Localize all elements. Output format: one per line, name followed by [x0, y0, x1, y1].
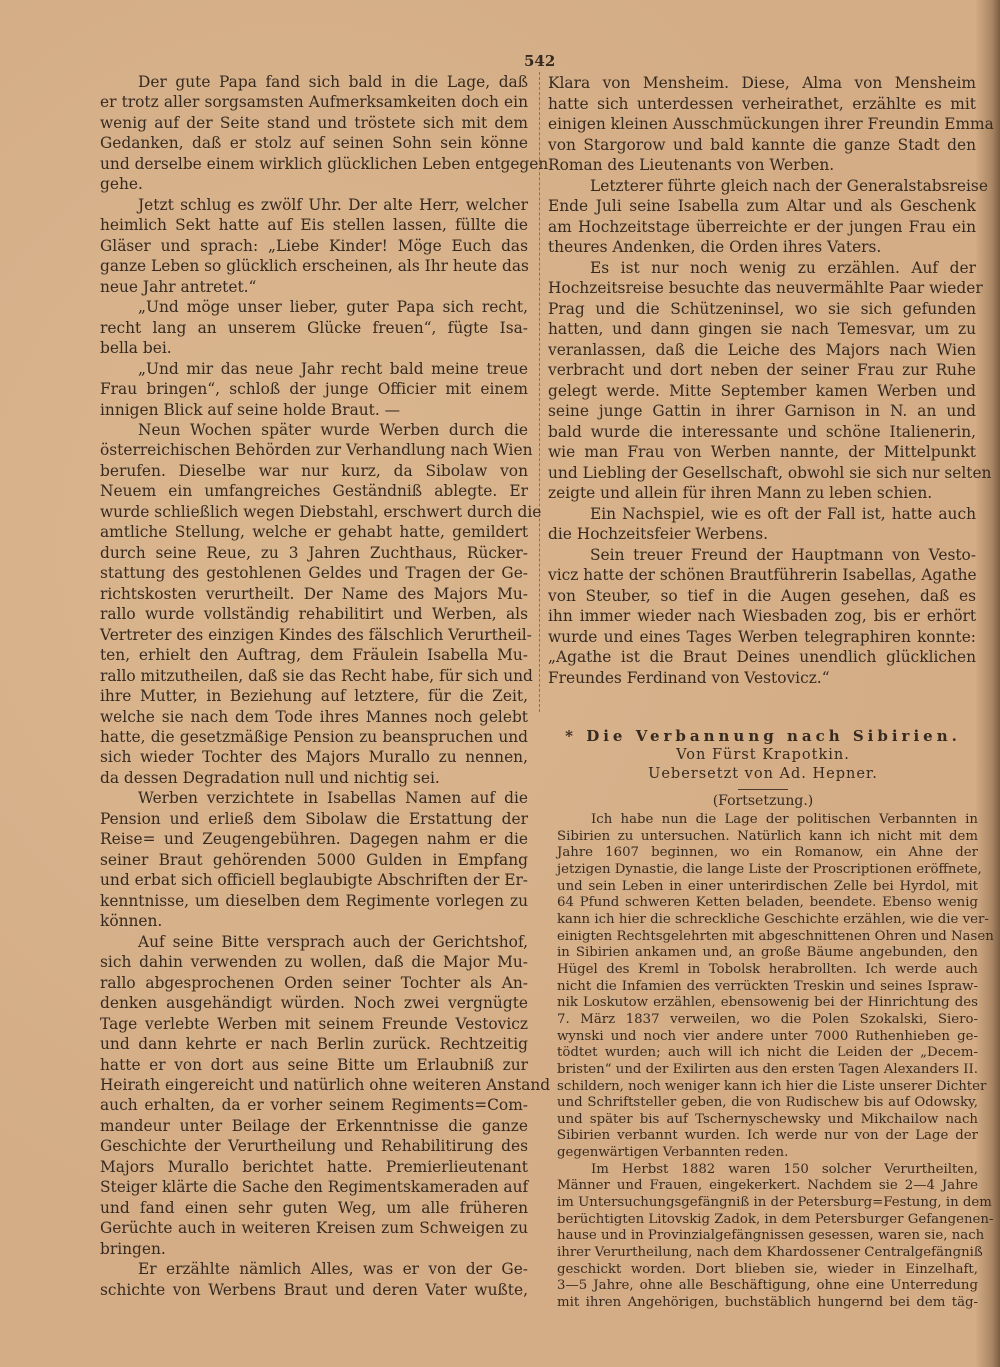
text-line: schichte von Werbens Braut und deren Vater wußte,: [100, 1280, 528, 1299]
text-line: gehe.: [100, 175, 143, 194]
text-line: durch seine Reue, zu 3 Jahren Zuchthaus, Rücker-: [100, 543, 528, 562]
text-line: Es ist nur noch wenig zu erzählen. Auf der: [590, 258, 976, 277]
text-line: bella bei.: [100, 339, 172, 358]
text-line: rallo mitzutheilen, daß sie das Recht habe, für sich und: [100, 666, 533, 685]
text-line: Prag und die Schützeninsel, wo sie sich gefunden: [548, 299, 976, 318]
text-line: und sein Leben in einer unterirdischen Zelle bei Hyrdol, mit: [557, 878, 978, 894]
left-column-text: [100, 72, 551, 1300]
text-line: Vertreter des einzigen Kindes des fälschlich Verurtheil-: [100, 625, 532, 644]
text-line: und Schriftsteller geben, die von Rudischew bis auf Odowsky,: [557, 1095, 978, 1111]
text-line: Gerüchte auch in weiteren Kreisen zum Schweigen zu: [100, 1219, 528, 1238]
text-line: ihn immer wieder nach Wiesbaden zog, bis er erhört: [548, 607, 976, 625]
text-line: Frau bringen“, schloß der junge Officier mit einem: [100, 380, 528, 399]
text-line: die Hochzeitsfeier Werbens.: [548, 525, 768, 543]
text-line: hatten, und dann gingen sie nach Temesvar, um zu: [548, 320, 976, 338]
paragraph: [100, 297, 528, 358]
text-line: berüchtigten Litovskig Zadok, in dem Petersburger Gefangenen-: [557, 1211, 994, 1227]
text-line: verbracht und dort neben der seiner Frau zur Ruhe: [548, 361, 976, 379]
text-line: hatte sich unterdessen verheirathet, erzählte es mit: [548, 94, 976, 113]
text-line: ihrer Verurtheilung, nach dem Khardossener Centralgefängniß: [557, 1245, 983, 1261]
text-line: denken ausgehändigt würden. Noch zwei vergnügte: [100, 994, 528, 1013]
text-line: Roman des Lieutenants von Werben.: [548, 156, 835, 174]
text-line: recht lang an unserem Glücke freuen“, fügte Isa-: [100, 318, 528, 337]
text-line: am Hochzeitstage überreichte er der jungen Frau ein: [548, 217, 976, 236]
text-line: vicz hatte der schönen Brautführerin Isabellas, Agathe: [548, 566, 977, 584]
text-line: zeigte und allein für ihren Mann zu leben schien.: [548, 484, 933, 502]
text-line: „Und möge unser lieber, guter Papa sich recht,: [138, 298, 528, 317]
continuation-note: (Fortsetzung.): [712, 793, 814, 809]
text-line: rallo abgesprochenen Orden seiner Tochter als An-: [100, 973, 528, 992]
text-line: und erbat sich officiell beglaubigte Abschriften der Er-: [100, 871, 528, 890]
text-line: Im Herbst 1882 waren 150 solcher Verurtheilten,: [591, 1161, 978, 1177]
text-line: heimlich Sekt hatte auf Eis stellen lassen, füllte die: [100, 216, 528, 235]
text-line: und derselbe einem wirklich glücklichen Leben entgegen: [100, 154, 549, 173]
text-line: von Stargorow und bald kannte die ganze Stadt den: [548, 135, 976, 154]
paragraph: [557, 812, 994, 1162]
text-line: wynski und noch vier andere unter 7000 Ruthenhieben ge-: [557, 1028, 978, 1044]
text-line: und später bis auf Tschernyschewsky und Mikchailow nach: [557, 1111, 978, 1127]
text-line: Der gute Papa fand sich bald in die Lage, daß: [138, 73, 528, 91]
text-line: hatte, die gesetzmäßige Pension zu beanspruchen und: [100, 728, 528, 746]
text-line: seiner Braut gehörenden 5000 Gulden in Empfang: [100, 850, 528, 869]
text-line: im Untersuchungsgefängniß in der Petersburg=Festung, in dem: [557, 1195, 992, 1211]
paragraph: [100, 72, 549, 195]
text-line: Ein Nachspiel, wie es oft der Fall ist, hatte auch: [590, 504, 976, 523]
text-line: kann ich hier die schreckliche Geschichte erzählen, wie die ver-: [557, 911, 989, 927]
text-line: nicht die Infamien des verrückten Treskin und seines Ispraw-: [557, 978, 978, 994]
text-line: und dann kehrte er nach Berlin zurück. Rechtzeitig: [100, 1035, 528, 1054]
text-line: kenntnisse, um dieselben dem Regimente vorlegen zu: [100, 891, 528, 910]
paragraph: [548, 176, 988, 258]
text-line: Geschichte der Verurtheilung und Rehabilitirung des: [100, 1137, 528, 1156]
text-line: 64 Pfund schweren Ketten beladen, beendete. Ebenso wenig: [557, 895, 978, 911]
text-line: bristen“ und der Exilirten aus den ersten Tagen Alexanders II.: [557, 1061, 978, 1077]
text-line: können.: [100, 912, 163, 931]
text-line: ganze Leben so glücklich erscheinen, als Ihr heute das: [100, 257, 529, 276]
text-line: bald wurde die interessante und schöne Italienerin,: [548, 422, 976, 441]
text-line: er trotz aller sorgsamsten Aufmerksamkeiten doch ein: [100, 93, 528, 112]
article-title: * Die Verbannung nach Sibirien.: [565, 727, 961, 745]
text-line: mandeur unter Beilage der Erkenntnisse die ganze: [100, 1116, 528, 1135]
text-line: innigen Blick auf seine holde Braut. —: [100, 400, 401, 419]
text-line: geschickt worden. Dort blieben sie, wieder in Einzelhaft,: [557, 1261, 978, 1277]
text-line: einigten Rechtsgelehrten mit abgeschnittenen Ohren und Nasen: [557, 928, 994, 944]
text-line: Pension und erließ dem Sibolaw die Erstattung der: [100, 809, 528, 828]
header-rule: [738, 789, 788, 790]
text-line: 7. März 1837 verweilen, wo die Polen Szokalski, Siero-: [557, 1011, 978, 1027]
text-line: Klara von Mensheim. Diese, Alma von Mensheim: [548, 74, 976, 92]
text-line: ten, erhielt den Auftrag, dem Fräulein Isabella Mu-: [100, 646, 528, 665]
article-header: [548, 726, 978, 809]
text-line: jetzigen Dynastie, die lange Liste der Proscriptionen eröffnete,: [557, 861, 982, 877]
text-line: Letzterer führte gleich nach der Generalstabsreise: [590, 176, 988, 195]
text-line: tödtet wurden; auch will ich nicht die Leiden der „Decem-: [557, 1045, 978, 1061]
text-line: Werben verzichtete in Isabellas Namen auf die: [138, 789, 528, 808]
text-line: 3—5 Jahre, ohne alle Beschäftigung, ohne eine Unterredung: [557, 1278, 978, 1294]
text-line: ihre Mutter, in Beziehung auf letztere, für die Zeit,: [100, 687, 528, 706]
text-line: richtskosten verurtheilt. Der Name des Majors Mu-: [100, 584, 528, 603]
text-line: Hochzeitsreise besuchte das neuvermählte Paar wieder: [548, 279, 983, 297]
text-line: Auf seine Bitte versprach auch der Gerichtshof,: [138, 932, 528, 951]
paragraph: [548, 504, 976, 545]
text-line: Jetzt schlug es zwölf Uhr. Der alte Herr, welcher: [138, 195, 528, 214]
right-column-text: [548, 73, 994, 688]
text-line: Jahre 1607 beginnen, wo ein Romanow, ein Ahne der: [557, 845, 978, 861]
text-line: sich wieder Tochter des Majors Murallo zu nennen,: [100, 748, 528, 767]
text-line: hatte er von dort aus seine Bitte um Erlaubniß zur: [100, 1055, 528, 1074]
paragraph: [100, 359, 528, 420]
text-line: bringen.: [100, 1239, 166, 1258]
text-line: und Liebling der Gesellschaft, obwohl sie sich nur selten: [548, 463, 992, 482]
text-line: mit ihren Angehörigen, buchstäblich hungernd bei dem täg-: [557, 1295, 978, 1311]
text-line: veranlassen, daß die Leiche des Majors nach Wien: [548, 340, 976, 359]
text-line: wurde schließlich wegen Diebstahl, erschwert durch die: [100, 502, 542, 521]
text-line: berufen. Dieselbe war nur kurz, da Sibolaw von: [100, 461, 528, 480]
text-line: sich dahin verwenden zu wollen, daß die Major Mu-: [100, 953, 528, 972]
text-line: amtliche Stellung, welche er gehabt hatte, gemildert: [100, 523, 528, 542]
text-line: welche sie nach dem Tode ihres Mannes noch gelebt: [100, 707, 528, 726]
paragraph: [548, 258, 992, 504]
text-line: gelegt werde. Mitte September kamen Werben und: [548, 381, 976, 400]
text-line: „Agathe ist die Braut Deines unendlich glücklichen: [548, 648, 976, 666]
text-line: wie man Frau von Werben nannte, der Mittelpunkt: [548, 443, 976, 461]
text-line: und fand einen sehr guten Weg, um alle früheren: [100, 1198, 528, 1217]
article-author: Von Fürst Krapotkin.: [676, 747, 850, 763]
text-line: Er erzählte nämlich Alles, was er von der Ge-: [138, 1260, 528, 1279]
paragraph: [100, 1259, 528, 1300]
text-line: schildern, noch weniger kann ich hier die Liste unserer Dichter: [557, 1078, 987, 1094]
text-line: Heirath eingereicht und natürlich ohne weiteren Anstand: [100, 1075, 551, 1094]
text-line: stattung des gestohlenen Geldes und Tragen der Ge-: [100, 564, 528, 583]
text-line: neue Jahr antretet.“: [100, 277, 257, 296]
text-line: Ich habe nun die Lage der politischen Verbannten in: [591, 812, 978, 827]
text-line: rallo wurde vollständig rehabilitirt und Werben, als: [100, 605, 528, 624]
text-line: seine junge Gattin in ihrer Garnison in N. an und: [548, 402, 976, 420]
paragraph: [557, 1161, 994, 1312]
text-line: wurde und eines Tages Werben telegraphiren konnte:: [548, 627, 976, 646]
paragraph: [100, 788, 528, 931]
text-line: Gedanken, daß er stolz auf seinen Sohn sein könne: [100, 134, 528, 153]
text-line: Reise= und Zeugengebühren. Dagegen nahm er die: [100, 830, 528, 849]
text-line: von Steuber, so tief in die Augen gesehen, daß es: [548, 586, 976, 605]
text-line: hause und in Provinzialgefängnissen gesessen, waren sie, nach: [557, 1228, 985, 1244]
text-line: nik Loskutow erzählen, ebensowenig bei der Hinrichtung des: [557, 995, 978, 1011]
text-line: gegenwärtigen Verbannten reden.: [557, 1145, 789, 1161]
text-line: Männer und Frauen, eingekerkert. Nachdem sie 2—4 Jahre: [557, 1178, 978, 1194]
paragraph: [100, 195, 528, 297]
text-line: wenig auf der Seite stand und tröstete sich mit dem: [100, 113, 528, 132]
article-translator: Uebersetzt von Ad. Hepner.: [648, 766, 878, 782]
text-line: da dessen Degradation null und nichtig sei.: [100, 768, 440, 787]
text-line: Sibirien verbannt wurden. Ich werde nur von der Lage der: [557, 1128, 978, 1144]
paragraph: [548, 545, 976, 689]
text-line: Ende Juli seine Isabella zum Altar und als Geschenk: [548, 197, 976, 215]
text-line: Tage verlebte Werben mit seinem Freunde Vestovicz: [100, 1014, 528, 1033]
text-line: auch erhalten, da er vorher seinem Regiments=Com-: [100, 1096, 528, 1115]
text-line: Neun Wochen später wurde Werben durch die: [138, 420, 528, 439]
paragraph: [100, 932, 551, 1260]
text-line: Freundes Ferdinand von Vestovicz.“: [548, 668, 830, 687]
page-number: 542: [524, 52, 556, 70]
paragraph: [100, 420, 542, 788]
text-line: Sein treuer Freund der Hauptmann von Vesto-: [590, 545, 976, 564]
paragraph: [548, 73, 994, 176]
text-line: „Und mir das neue Jahr recht bald meine treue: [138, 359, 528, 378]
text-line: theures Andenken, die Orden ihres Vaters.: [548, 238, 882, 256]
text-line: österreichischen Behörden zur Verhandlung nach Wien: [100, 441, 533, 460]
text-line: in Sibirien ankamen und, an große Bäume angebunden, den: [557, 945, 978, 961]
text-line: Gläser und sprach: „Liebe Kinder! Möge Euch das: [100, 236, 528, 255]
text-line: Steiger klärte die Sache den Regimentskameraden auf: [100, 1178, 529, 1197]
text-line: Neuem ein umfangreiches Geständniß ablegte. Er: [100, 482, 528, 501]
text-line: Hügel des Kreml in Tobolsk herabrollten. Ich werde auch: [557, 961, 978, 977]
text-line: Majors Murallo berichtet hatte. Premierlieutenant: [100, 1157, 528, 1176]
article-body: [557, 812, 994, 1312]
text-line: einigen kleinen Ausschmückungen ihrer Freundin Emma: [548, 115, 994, 133]
text-line: Sibirien zu untersuchen. Natürlich kann ich nicht mit dem: [557, 828, 978, 844]
